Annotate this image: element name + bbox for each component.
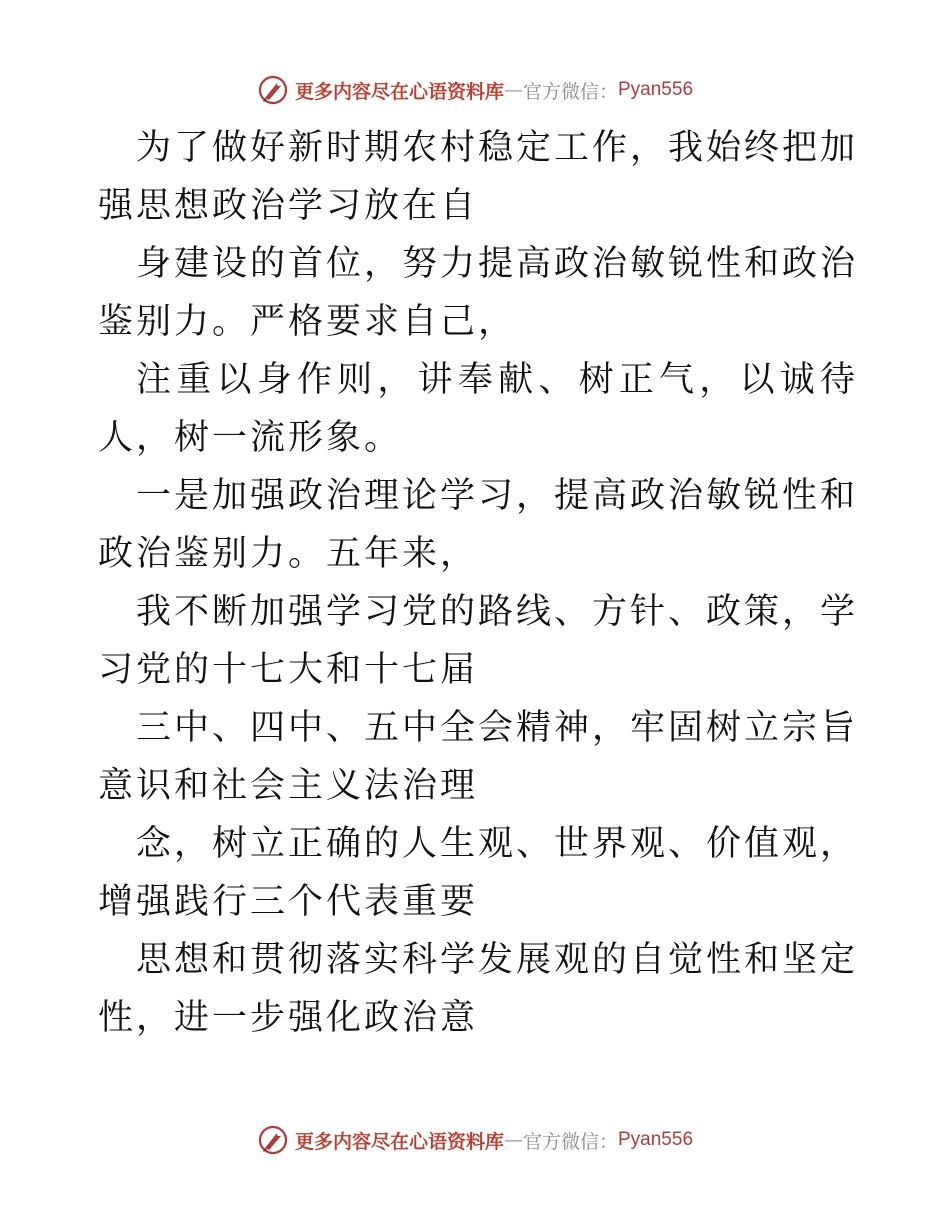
footer-separator: — <box>503 1129 523 1151</box>
footer-site-name: 更多内容尽在心语资料库 <box>294 1130 504 1153</box>
header-wechat-id: Pyan556 <box>618 79 694 100</box>
quill-pen-logo-icon <box>257 1124 289 1156</box>
paragraph: 念，树立正确的人生观、世界观、价值观，增强践行三个代表重要 <box>98 824 859 922</box>
footer-wechat-label: 官方微信： <box>522 1130 618 1153</box>
paragraph: 思想和贯彻落实科学发展观的自觉性和坚定性，进一步强化政治意 <box>98 940 859 1038</box>
paragraph: 注重以身作则，讲奉献、树正气，以诚待人，树一流形象。 <box>98 360 858 458</box>
paragraph: 一是加强政治理论学习，提高政治敏锐性和政治鉴别力。五年来， <box>98 476 859 574</box>
paragraph: 三中、四中、五中全会精神，牢固树立宗旨意识和社会主义法治理 <box>98 708 859 806</box>
document-body <box>98 119 858 1047</box>
paragraph: 为了做好新时期农村稳定工作，我始终把加强思想政治学习放在自 <box>98 128 859 226</box>
paragraph: 我不断加强学习党的路线、方针、政策，学习党的十七大和十七届 <box>98 592 859 690</box>
quill-pen-logo-icon <box>257 74 289 106</box>
header-banner <box>0 70 950 110</box>
header-site-name: 更多内容尽在心语资料库 <box>294 80 504 103</box>
paragraph: 身建设的首位，努力提高政治敏锐性和政治鉴别力。严格要求自己， <box>98 244 859 342</box>
header-separator: — <box>503 79 523 101</box>
header-wechat-label: 官方微信： <box>522 80 618 103</box>
footer-wechat-id: Pyan556 <box>618 1129 694 1150</box>
footer-banner <box>0 1120 950 1160</box>
